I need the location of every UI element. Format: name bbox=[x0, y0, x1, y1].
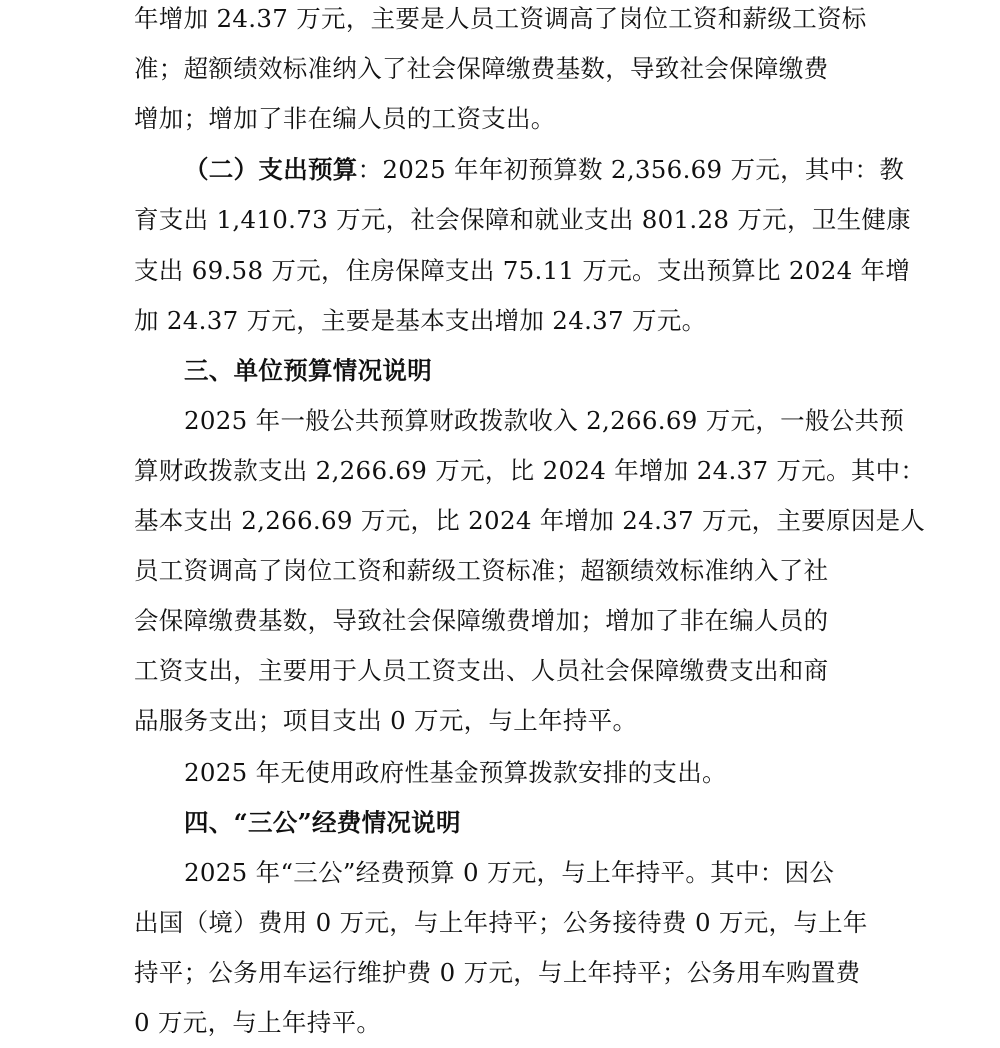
section-heading-4: 四、“三公”经费情况说明 bbox=[184, 808, 461, 837]
income-text-line: 年增加 24.37 万元，主要是人员工资调高了岗位工资和薪级工资标 bbox=[134, 4, 867, 33]
expenditure-first-line bbox=[184, 145, 904, 195]
unit-budget-line: 算财政拨款支出 2,266.69 万元，比 2024 年增加 24.37 万元。其中： bbox=[134, 456, 926, 485]
gov-fund-line: 2025 年无使用政府性基金预算拨款安排的支出。 bbox=[184, 758, 727, 787]
unit-budget-line: 品服务支出；项目支出 0 万元，与上年持平。 bbox=[134, 706, 638, 735]
income-text-line: 增加；增加了非在编人员的工资支出。 bbox=[134, 104, 556, 133]
unit-budget-line: 会保障缴费基数，导致社会保障缴费增加；增加了非在编人员的 bbox=[134, 606, 829, 635]
unit-budget-line: 2025 年一般公共预算财政拨款收入 2,266.69 万元，一般公共预 bbox=[184, 406, 905, 435]
three-public-line: 2025 年“三公”经费预算 0 万元，与上年持平。其中：因公 bbox=[184, 858, 835, 887]
expenditure-text-line: 加 24.37 万元，主要是基本支出增加 24.37 万元。 bbox=[134, 306, 707, 335]
unit-budget-line: 员工资调高了岗位工资和薪级工资标准；超额绩效标准纳入了社 bbox=[134, 556, 829, 585]
expenditure-first-text: ：2025 年年初预算数 2,356.69 万元，其中：教 bbox=[357, 155, 905, 184]
three-public-line: 0 万元，与上年持平。 bbox=[134, 1008, 382, 1037]
expenditure-label: （二）支出预算 bbox=[184, 155, 358, 184]
expenditure-text-line: 育支出 1,410.73 万元，社会保障和就业支出 801.28 万元，卫生健康 bbox=[134, 205, 911, 234]
unit-budget-line: 基本支出 2,266.69 万元，比 2024 年增加 24.37 万元，主要原因是人 bbox=[134, 506, 926, 535]
income-text-line: 准；超额绩效标准纳入了社会保障缴费基数，导致社会保障缴费 bbox=[134, 54, 829, 83]
three-public-line: 出国（境）费用 0 万元，与上年持平；公务接待费 0 万元，与上年 bbox=[134, 908, 868, 937]
unit-budget-line: 工资支出，主要用于人员工资支出、人员社会保障缴费支出和商 bbox=[134, 656, 829, 685]
expenditure-text-line: 支出 69.58 万元，住房保障支出 75.11 万元。支出预算比 2024 年增 bbox=[134, 256, 911, 285]
section-heading-3: 三、单位预算情况说明 bbox=[184, 356, 432, 385]
three-public-line: 持平；公务用车运行维护费 0 万元，与上年持平；公务用车购置费 bbox=[134, 958, 861, 987]
